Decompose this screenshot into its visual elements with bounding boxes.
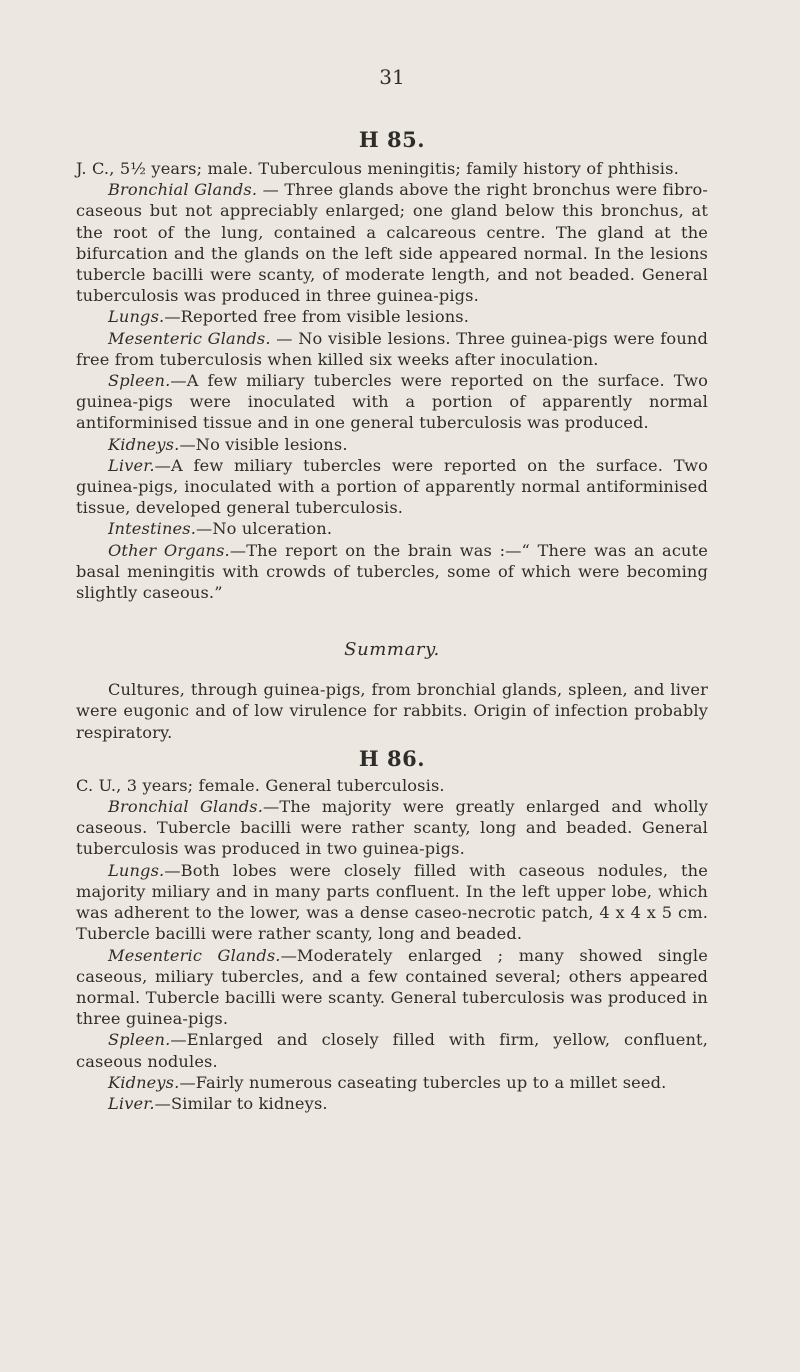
section-text: — No visible lesions. Three guinea-pigs were found free from tuberculosis when killed six weeks after inoculation.	[76, 328, 708, 369]
section-lead: Spleen.	[108, 371, 171, 391]
section-intestines	[76, 518, 708, 539]
section-lead: Liver.	[108, 1093, 155, 1113]
section-spleen	[76, 370, 708, 434]
section-text: —Both lobes were closely filled with caseous nodules, the majority miliary and in many parts confluent. In the left upper lobe, which was adherent to the lower, was a dense caseo-necrotic patch, 4 x 4 x 5 cm. Tubercle bacilli were rather scanty, long and beaded.	[76, 860, 708, 944]
section-text: — Three glands above the right bronchus were fibro-caseous but not appreciably enlarged; one gland below this bronchus, at the root of the lung, contained a calcareous centre. The gland at the bifurcation and the glands on the left side appeared normal. In the lesions tubercle bacilli were scanty, of moderate length, and not beaded. General tuberculosis was produced in three guinea-pigs.	[76, 180, 709, 306]
section-lead: Lungs.	[108, 307, 165, 327]
section-bronchial-glands	[76, 179, 708, 306]
page-number: 31	[379, 65, 405, 89]
section-liver	[76, 455, 708, 519]
case-title: H 86.	[358, 745, 426, 771]
page	[76, 66, 708, 1114]
section-bronchial-glands	[76, 796, 708, 860]
section-mesenteric-glands	[76, 945, 708, 1030]
section-lead: Kidneys.	[108, 434, 180, 454]
section-lead: Other Organs.	[108, 540, 230, 560]
case-header: C. U., 3 years; female. General tuberculosis.	[76, 775, 445, 795]
section-lead: Kidneys.	[108, 1072, 180, 1092]
case-title: H 85.	[358, 127, 426, 152]
section-kidneys	[76, 434, 708, 455]
section-lead: Spleen.	[108, 1030, 171, 1050]
section-mesenteric-glands	[76, 328, 708, 370]
section-text: —A few miliary tubercles were reported on the surface. Two guinea-pigs were inoculated with a portion of apparently normal antiforminised tissue and in one general tuberculosis was produced.	[76, 371, 708, 433]
section-lead: Intestines.	[108, 519, 197, 539]
section-lungs	[76, 860, 708, 945]
section-lead: Liver.	[108, 455, 155, 475]
section-lead: Bronchial Glands.	[108, 180, 258, 200]
summary-heading: Summary.	[344, 639, 440, 661]
section-text: —The report on the brain was :—“ There was an acute basal meningitis with crowds of tubercles, some of which were becoming slightly caseous.”	[76, 540, 708, 603]
section-lungs	[76, 306, 708, 327]
section-text: —Enlarged and closely filled with firm, yellow, confluent, caseous nodules.	[76, 1030, 708, 1071]
section-lead: Mesenteric Glands.	[108, 945, 281, 965]
section-other-organs	[76, 540, 708, 604]
section-text: —The majority were greatly enlarged and wholly caseous. Tubercle bacilli were rather scanty, long and beaded. General tuberculosis was produced in two guinea-pigs.	[76, 797, 708, 859]
section-text: —Reported free from visible lesions.	[164, 307, 470, 327]
section-spleen	[76, 1029, 708, 1071]
section-text: —Similar to kidneys.	[154, 1093, 328, 1113]
section-lead: Lungs.	[108, 860, 165, 880]
section-liver	[76, 1093, 708, 1114]
section-text: —A few miliary tubercles were reported on the surface. Two guinea-pigs, inoculated with a portion of apparently normal antiforminised tissue, developed general tuberculosis.	[76, 455, 708, 518]
section-text: —No ulceration.	[196, 519, 333, 539]
section-lead: Bronchial Glands.	[108, 797, 264, 817]
section-kidneys	[76, 1072, 708, 1093]
section-text: —No visible lesions.	[179, 434, 348, 454]
section-lead: Mesenteric Glands.	[108, 328, 271, 348]
section-text: —Fairly numerous caseating tubercles up to a millet seed.	[179, 1072, 667, 1092]
case-header: J. C., 5½ years; male. Tuberculous meningitis; family history of phthisis.	[76, 159, 679, 178]
section-text: —Moderately enlarged ; many showed single caseous, miliary tubercles, and a few contained several; others appeared normal. Tubercle bacilli were scanty. General tuberculosis was produced in three guinea-pigs.	[76, 945, 708, 1029]
summary-text: Cultures, through guinea-pigs, from bronchial glands, spleen, and liver were eugonic and of low virulence for rabbits. Origin of infection probably respiratory.	[76, 680, 708, 742]
